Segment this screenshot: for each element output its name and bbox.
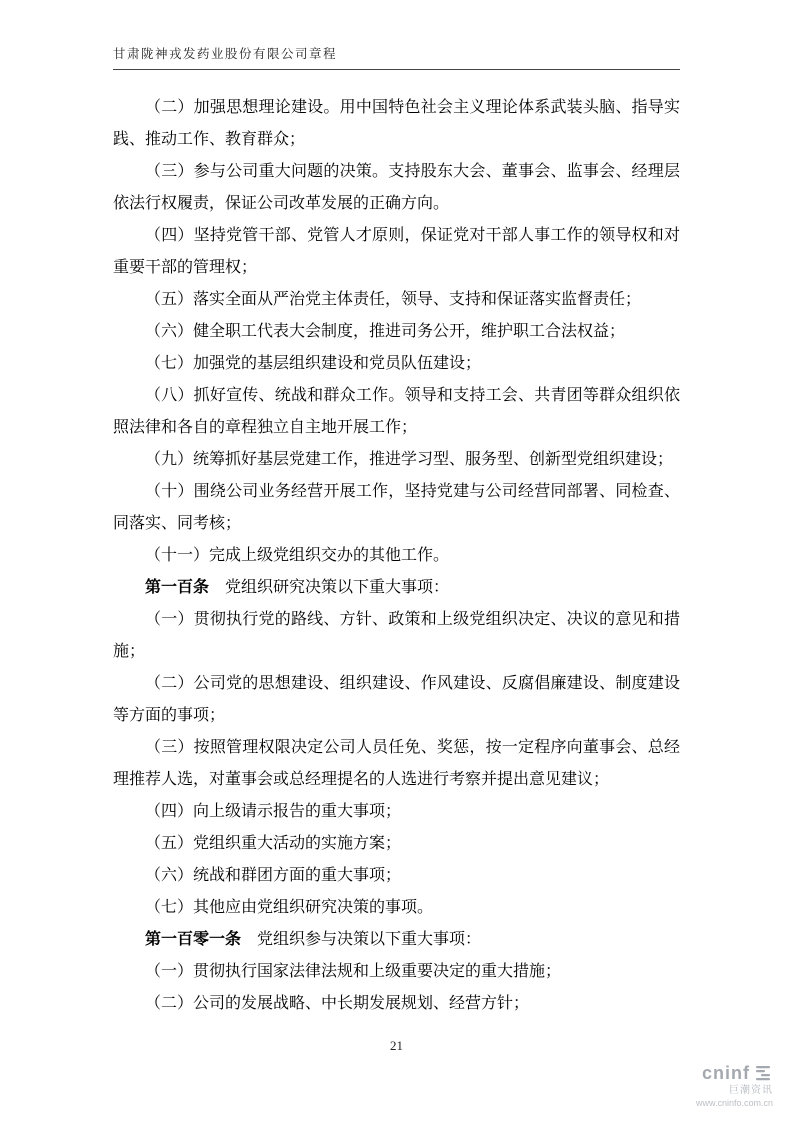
body-paragraph: （四）向上级请示报告的重大事项； — [145, 803, 402, 820]
cninfo-logo-icon — [753, 1064, 773, 1084]
watermark — [696, 1063, 773, 1108]
watermark-url: www.cninfo.com.cn — [695, 1097, 773, 1108]
watermark-brand-row — [696, 1063, 773, 1084]
article-paragraph — [113, 924, 680, 956]
body-paragraph: （六）统战和群团方面的重大事项； — [145, 867, 402, 884]
body-paragraph: （十一）完成上级党组织交办的其他工作。 — [145, 547, 450, 564]
header-title: 甘肃陇神戎发药业股份有限公司章程 — [113, 47, 338, 61]
document-body — [113, 92, 680, 1020]
body-paragraph: （三）按照管理权限决定公司人员任免、奖惩，按一定程序向董事会、总经理推荐人选，对董事会或总经理提名的人选进行考察并提出意见建议； — [113, 739, 680, 788]
body-paragraph: （四）坚持党管干部、党管人才原则，保证党对干部人事工作的领导权和对重要干部的管理权； — [113, 227, 680, 276]
body-paragraph: （十）围绕公司业务经营开展工作，坚持党建与公司经营同部署、同检查、同落实、同考核； — [113, 483, 680, 532]
body-paragraph: （二）加强思想理论建设。用中国特色社会主义理论体系武装头脑、指导实践、推动工作、教育群众； — [113, 99, 680, 148]
article-number: 第一百条 — [145, 579, 210, 596]
body-paragraph: （一）贯彻执行国家法律法规和上级重要决定的重大措施； — [145, 963, 562, 980]
body-paragraph: （七）加强党的基层组织建设和党员队伍建设； — [145, 355, 482, 372]
body-paragraph: （八）抓好宣传、统战和群众工作。领导和支持工会、共青团等群众组织依照法律和各自的章程独立自主地开展工作； — [113, 387, 680, 436]
body-paragraph: （六）健全职工代表大会制度，推进司务公开，维护职工合法权益； — [145, 323, 626, 340]
article-text: 党组织参与决策以下重大事项： — [257, 931, 482, 948]
body-paragraph: （七）其他应由党组织研究决策的事项。 — [145, 899, 434, 916]
article-number: 第一百零一条 — [145, 931, 242, 948]
body-paragraph: （五）落实全面从严治党主体责任，领导、支持和保证落实监督责任； — [145, 291, 642, 308]
watermark-brand: cninf — [702, 1063, 750, 1084]
body-paragraph: （一）贯彻执行党的路线、方针、政策和上级党组织决定、决议的意见和措施； — [113, 611, 680, 660]
body-paragraph: （二）公司的发展战略、中长期发展规划、经营方针； — [145, 995, 530, 1012]
watermark-name: 巨潮资讯 — [729, 1085, 773, 1097]
article-text: 党组织研究决策以下重大事项： — [225, 579, 450, 596]
page-header — [113, 44, 680, 70]
article-paragraph — [113, 572, 680, 604]
page-number: 21 — [390, 1038, 403, 1053]
body-paragraph: （五）党组织重大活动的实施方案； — [145, 835, 402, 852]
body-paragraph: （三）参与公司重大问题的决策。支持股东大会、董事会、监事会、经理层依法行权履责，保证公司改革发展的正确方向。 — [113, 163, 680, 212]
body-paragraph: （二）公司党的思想建设、组织建设、作风建设、反腐倡廉建设、制度建设等方面的事项； — [113, 675, 680, 724]
body-paragraph: （九）统筹抓好基层党建工作，推进学习型、服务型、创新型党组织建设； — [145, 451, 674, 468]
